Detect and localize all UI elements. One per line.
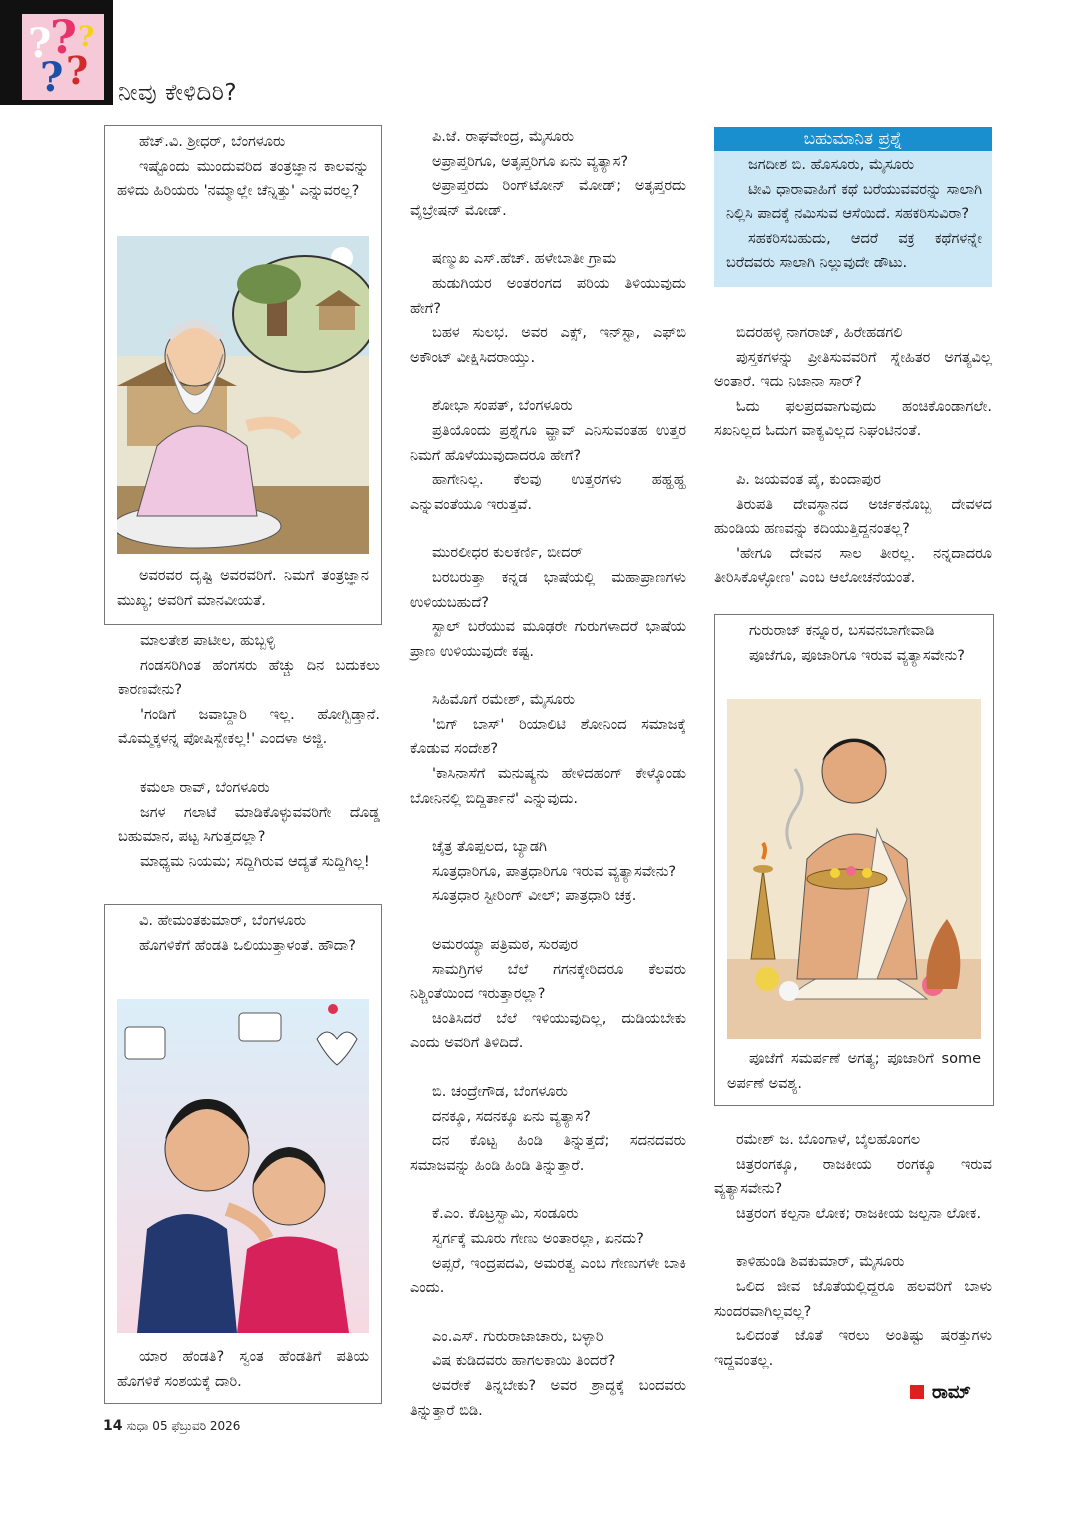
qa-box-3	[714, 614, 994, 1106]
asker: ಬಿದರಹಳ್ಳಿ ನಾಗರಾಜ್, ಹಿರೇಹಡಗಲಿ	[736, 325, 903, 341]
question: ಸ್ವರ್ಗಕ್ಕೆ ಮೂರು ಗೇಣು ಅಂತಾರಲ್ಲಾ, ಏನದು?	[432, 1230, 644, 1247]
featured-question-box	[714, 127, 992, 287]
col1-qa-list	[118, 629, 380, 898]
qa-box-2	[104, 904, 382, 1404]
asker: ಸಿಹಿಮೊಗೆ ರಮೇಶ್, ಮೈಸೂರು	[432, 692, 576, 709]
qa-item	[410, 835, 686, 909]
qa-item	[118, 629, 380, 752]
asker: ಕಾಳಿಹುಂಡಿ ಶಿವಕುಮಾರ್, ಮೈಸೂರು	[736, 1254, 905, 1271]
answer: ಚಿಂತಿಸಿದರೆ ಬೆಲೆ ಇಳಿಯುವುದಿಲ್ಲ, ದುಡಿಯಬೇಕು ಎಂದು ಅವರಿಗೆ ತಿಳಿದಿದೆ.	[410, 1010, 686, 1052]
asker: ಎಂ.ಎಸ್. ಗುರುರಾಜಾಚಾರು, ಬಳ್ಳಾರಿ	[432, 1328, 604, 1345]
col3-qa-bottom	[714, 1128, 992, 1397]
asker: ಪಿ. ಜಯವಂತ ಪೈ, ಕುಂದಾಪುರ	[736, 471, 881, 488]
question: ಜಗಳ ಗಲಾಟೆ ಮಾಡಿಕೊಳ್ಳುವವರಿಗೇ ದೊಡ್ಡ ಬಹುಮಾನ, ಪಟ್ಟ ಸಿಗುತ್ತದಲ್ಲಾ?	[118, 804, 380, 846]
answer: ಅವರವರ ದೃಷ್ಟಿ ಅವರವರಿಗೆ. ನಿಮಗೆ ತಂತ್ರಜ್ಞಾನ ಮುಖ್ಯ; ಅವರಿಗೆ ಮಾನವೀಯತೆ.	[117, 568, 369, 609]
page-number: 14	[103, 1418, 123, 1434]
answer: ಅವರೇಕೆ ತಿನ್ನಬೇಕು? ಅವರ ಶ್ರಾದ್ಧಕ್ಕೆ ಬಂದವರು ತಿನ್ನುತ್ತಾರೆ ಬಿಡಿ.	[410, 1377, 686, 1419]
qa-item	[410, 541, 686, 664]
qa-box-1	[104, 125, 382, 625]
question-marks-logo: ? ? ? ? ?	[22, 14, 104, 100]
asker: ಷಣ್ಮುಖ ಎಸ್.ಹೆಚ್. ಹಳೇಬಾತೀ ಗ್ರಾಮ	[432, 251, 617, 268]
qa-item	[410, 394, 686, 517]
question: ಬರಬರುತ್ತಾ ಕನ್ನಡ ಭಾಷೆಯಲ್ಲಿ ಮಹಾಪ್ರಾಣಗಳು ಉಳಿಯಬಹುದೆ?	[410, 569, 686, 611]
answer: ಅಪ್ರಾಪ್ತರದು ರಿಂಗ್‌ಟೋನ್ ಮೋಡ್; ಅತೃಪ್ತರದು ವೈಬ್ರೇಷನ್ ಮೋಡ್.	[410, 178, 686, 219]
asker: ಕಮಲಾ ರಾವ್, ಬೆಂಗಳೂರು	[140, 779, 270, 796]
question: ತಿರುಪತಿ ದೇವಸ್ಥಾನದ ಅರ್ಚಕನೊಬ್ಬ ದೇವಳದ ಹುಂಡಿಯ ಹಣವನ್ನು ಕದಿಯುತ್ತಿದ್ದನಂತಲ್ಲ?	[714, 496, 992, 538]
question: ಚಿತ್ರರಂಗಕ್ಕೂ, ರಾಜಕೀಯ ರಂಗಕ್ಕೂ ಇರುವ ವ್ಯತ್ಯಾಸವೇನು?	[714, 1156, 992, 1198]
asker: ಮುರಲೀಧರ ಕುಲಕರ್ಣಿ, ಬೀದರ್	[432, 545, 583, 562]
answer: ಮಾಧ್ಯಮ ನಿಯಮ; ಸದ್ದಿಗಿರುವ ಆದ್ಯತೆ ಸುದ್ದಿಗಿಲ್ಲ!	[140, 853, 370, 870]
asker: ಜಗದೀಶ ಬಿ. ಹೊಸೂರು, ಮೈಸೂರು	[748, 157, 915, 173]
magazine-issue: ಸುಧಾ 05 ಫೆಬ್ರುವರಿ 2026	[126, 1419, 241, 1433]
col2-qa-list	[410, 125, 686, 1447]
question: ಹುಡುಗಿಯರ ಅಂತರಂಗದ ಪರಿಯ ತಿಳಿಯುವುದು ಹೇಗೆ?	[410, 275, 686, 317]
answer: ಸಹಕರಿಸಬಹುದು, ಆದರೆ ವಕ್ರ ಕಥೆಗಳನ್ನೇ ಬರೆದವರು ಸಾಲಾಗಿ ನಿಲ್ಲುವುದೇ ಡೌಟು.	[726, 230, 982, 272]
section-title: ನೀವು ಕೇಳಿದಿರಿ?	[118, 80, 238, 106]
qa-item	[410, 688, 686, 811]
signature-text: ರಾಮ್	[932, 1382, 971, 1403]
qa-item	[714, 1250, 992, 1373]
asker: ಮಾಲತೇಶ ಪಾಟೀಲ, ಹುಬ್ಬಳ್ಳಿ	[140, 633, 275, 649]
qa-item	[410, 933, 686, 1056]
qa-item	[118, 776, 380, 874]
asker: ಚೈತ್ರ ತೊಪ್ಪಲದ, ಬ್ಯಾಡಗಿ	[432, 839, 547, 856]
question: ಇಷ್ಟೊಂದು ಮುಂದುವರಿದ ತಂತ್ರಜ್ಞಾನ ಕಾಲವನ್ನು ಹಳಿದು ಹಿರಿಯರು 'ನಮ್ಮಾಲ್ಲೇ ಚೆನ್ನಿತ್ತು' ಎನ್ನುವರಲ್ಲ?	[117, 158, 369, 200]
answer: ಓದು ಫಲಪ್ರದವಾಗುವುದು ಹಂಚಿಕೊಂಡಾಗಲೇ. ಸಖನಿಲ್ಲದ ಓದುಗ ವಾಕ್ಯವಿಲ್ಲದ ನಿಘಂಟಿನಂತೆ.	[714, 398, 992, 440]
question: ಟೀವಿ ಧಾರಾವಾಹಿಗೆ ಕಥೆ ಬರೆಯುವವರನ್ನು ಸಾಲಾಗಿ ನಿಲ್ಲಿಸಿ ಪಾದಕ್ಕೆ ನಮಿಸುವ ಆಸೆಯಿದೆ. ಸಹಕರಿಸುವಿರಾ?	[726, 181, 982, 223]
answer: ಸ್ಖಾಲ್ ಬರೆಯುವ ಮೂಢರೇ ಗುರುಗಳಾದರೆ ಭಾಷೆಯ ಪ್ರಾಣ ಉಳಿಯುವುದೇ ಕಷ್ಟ.	[410, 619, 686, 660]
answer: ಬಹಳ ಸುಲಭ. ಅವರ ಎಕ್ಸ್, ಇನ್‌ಸ್ಟಾ, ಎಫ್‌ಬಿ ಅಕೌಂಟ್ ವೀಕ್ಷಿಸಿದರಾಯ್ತು.	[410, 325, 686, 366]
couple-illustration	[117, 999, 369, 1333]
question: ಸೂತ್ರಧಾರಿಗೂ, ಪಾತ್ರಧಾರಿಗೂ ಇರುವ ವ್ಯತ್ಯಾಸವೇನು?	[432, 863, 677, 880]
answer: ಒಲಿದಂತೆ ಜೊತೆ ಇರಲು ಅಂತಿಷ್ಟು ಷರತ್ತುಗಳು ಇದ್ದವಂತಲ್ಲ.	[714, 1328, 992, 1369]
qa-item	[714, 1128, 992, 1226]
asker: ಬಿ. ಚಂದ್ರೇಗೌಡ, ಬೆಂಗಳೂರು	[432, 1084, 568, 1100]
answer: ಚಿತ್ರರಂಗ ಕಲ್ಪನಾ ಲೋಕ; ರಾಜಕೀಯ ಜಲ್ಪನಾ ಲೋಕ.	[736, 1205, 982, 1222]
question: 'ಬಿಗ್ ಬಾಸ್' ರಿಯಾಲಿಟಿ ಶೋನಿಂದ ಸಮಾಜಕ್ಕೆ ಕೊಡುವ ಸಂದೇಶ?	[410, 716, 686, 758]
page-footer	[103, 1418, 240, 1434]
qa-item	[410, 1325, 686, 1423]
question: ಗಂಡಸರಿಗಿಂತ ಹೆಂಗಸರು ಹೆಚ್ಚು ದಿನ ಬದುಕಲು ಕಾರಣವೇನು?	[118, 657, 380, 699]
question: ಒಲಿದ ಜೀವ ಜೊತೆಯಲ್ಲಿದ್ದರೂ ಹಲವರಿಗೆ ಬಾಳು ಸುಂದರವಾಗಿಲ್ಲವಲ್ಲ?	[714, 1278, 992, 1320]
question: ಪೂಜೆಗೂ, ಪೂಜಾರಿಗೂ ಇರುವ ವ್ಯತ್ಯಾಸವೇನು?	[749, 647, 965, 664]
asker: ಗುರುರಾಜ್ ಕನ್ನೂರ, ಬಸವನಬಾಗೇವಾಡಿ	[749, 623, 935, 639]
asker: ವಿ. ಹೇಮಂತಕುಮಾರ್, ಬೆಂಗಳೂರು	[139, 913, 307, 929]
asker: ರಮೇಶ್ ಜ. ಬೊಂಗಾಳೆ, ಬೈಲಹೊಂಗಲ	[736, 1132, 921, 1148]
answer: 'ಹೇಗೂ ದೇವನ ಸಾಲ ತೀರಲ್ಲ. ನನ್ನದಾದರೂ ತೀರಿಸಿಕೊಳ್ಳೋಣ' ಎಂಬ ಆಲೋಚನೆಯಂತೆ.	[714, 545, 992, 587]
qa-item	[410, 1080, 686, 1178]
answer: 'ಕಾಸಿನಾಸೆಗೆ ಮನುಷ್ಯನು ಹೇಳಿದಹಂಗ್ ಕೇಳ್ಕೊಂಡು ಬೋನಿನಲ್ಲಿ ಬಿದ್ದಿರ್ತಾನೆ' ಎನ್ನುವುದು.	[410, 766, 686, 807]
qa-item	[410, 1202, 686, 1300]
qa-item	[410, 247, 686, 370]
answer: ಯಾರ ಹೆಂಡತಿ? ಸ್ವಂತ ಹೆಂಡತಿಗೆ ಪತಿಯ ಹೊಗಳಿಕೆ ಸಂಶಯಕ್ಕೆ ದಾರಿ.	[117, 1349, 369, 1390]
asker: ಹೆಚ್.ವಿ. ಶ್ರೀಧರ್, ಬೆಂಗಳೂರು	[139, 134, 286, 150]
asker: ಪಿ.ಜೆ. ರಾಘವೇಂದ್ರ, ಮೈಸೂರು	[432, 129, 574, 145]
question: ದನಕ್ಕೂ, ಸದನಕ್ಕೂ ಏನು ವ್ಯತ್ಯಾಸ?	[432, 1108, 591, 1125]
question: ವಿಷ ಕುಡಿದವರು ಹಾಗಲಕಾಯಿ ತಿಂದರೆ?	[432, 1353, 616, 1370]
answer: 'ಗಂಡಿಗೆ ಜವಾಬ್ದಾರಿ ಇಲ್ಲ. ಹೋಗ್ಬಿಡ್ತಾನೆ. ಮೊಮ್ಮಕ್ಕಳನ್ನ ಪೋಷಿಸ್ಬೇಕಲ್ಲ!' ಎಂದಳಾ ಅಜ್ಜಿ.	[118, 706, 380, 748]
author-signature	[910, 1382, 971, 1403]
answer: ದನ ಕೊಟ್ಟ ಹಿಂಡಿ ತಿನ್ನುತ್ತದೆ; ಸದನದವರು ಸಮಾಜವನ್ನು ಹಿಂಡಿ ಹಿಂಡಿ ತಿನ್ನುತ್ತಾರೆ.	[410, 1133, 686, 1174]
qa-item	[714, 468, 992, 591]
red-square-icon	[910, 1385, 924, 1399]
qa-item	[410, 125, 686, 223]
asker: ಶೋಭಾ ಸಂಪತ್, ಬೆಂಗಳೂರು	[432, 398, 573, 415]
question: ಅಪ್ರಾಪ್ತರಿಗೂ, ಅತೃಪ್ತರಿಗೂ ಏನು ವ್ಯತ್ಯಾಸ?	[432, 153, 629, 170]
question: ಹೊಗಳಿಕೆಗೆ ಹೆಂಡತಿ ಒಲಿಯುತ್ತಾಳಂತೆ. ಹೌದಾ?	[139, 937, 356, 954]
col3-qa-top	[714, 321, 992, 615]
question: ಪುಸ್ತಕಗಳನ್ನು ಪ್ರೀತಿಸುವವರಿಗೆ ಸ್ನೇಹಿತರ ಅಗತ್ಯವಿಲ್ಲ ಅಂತಾರೆ. ಇದು ನಿಜಾನಾ ಸಾರ್?	[714, 349, 992, 391]
qa-item	[714, 321, 992, 444]
answer: ಹಾಗೇನಿಲ್ಲ. ಕೆಲವು ಉತ್ತರಗಳು ಹಹ್ಹಹ್ಹ ಎನ್ನುವಂತೆಯೂ ಇರುತ್ತವೆ.	[410, 472, 686, 513]
asker: ಅಮರಯ್ಯಾ ಪತ್ರಿಮಠ, ಸುರಪುರ	[432, 937, 578, 954]
asker: ಕೆ.ಎಂ. ಕೊಟ್ರಸ್ವಾಮಿ, ಸಂಡೂರು	[432, 1206, 579, 1223]
answer: ಪೂಜೆಗೆ ಸಮರ್ಪಣೆ ಅಗತ್ಯ; ಪೂಜಾರಿಗೆ some ಅರ್ಪಣೆ ಅವಶ್ಯ.	[727, 1051, 981, 1092]
elder-illustration	[117, 236, 369, 554]
answer: ಸೂತ್ರಧಾರ ಸ್ಟೀರಿಂಗ್ ವೀಲ್; ಪಾತ್ರಧಾರಿ ಚಕ್ರ.	[432, 888, 637, 905]
priest-illustration	[727, 699, 981, 1039]
featured-heading: ಬಹುಮಾನಿತ ಪ್ರಶ್ನೆ	[714, 127, 992, 151]
answer: ಅಪ್ಸರೆ, ಇಂದ್ರಪದವಿ, ಅಮರತ್ವ ಎಂಬ ಗೇಣುಗಳೇ ಬಾಕಿ ಎಂದು.	[410, 1255, 686, 1297]
question: ಸಾಮಗ್ರಿಗಳ ಬೆಲೆ ಗಗನಕ್ಕೇರಿದರೂ ಕೆಲವರು ನಿಶ್ಚಿಂತೆಯಿಂದ ಇರುತ್ತಾರಲ್ಲಾ?	[410, 961, 686, 1003]
question: ಪ್ರತಿಯೊಂದು ಪ್ರಶ್ನೆಗೂ ವ್ಹಾವ್ ಎನಿಸುವಂತಹ ಉತ್ತರ ನಿಮಗೆ ಹೊಳೆಯುವುದಾದರೂ ಹೇಗೆ?	[410, 422, 686, 464]
